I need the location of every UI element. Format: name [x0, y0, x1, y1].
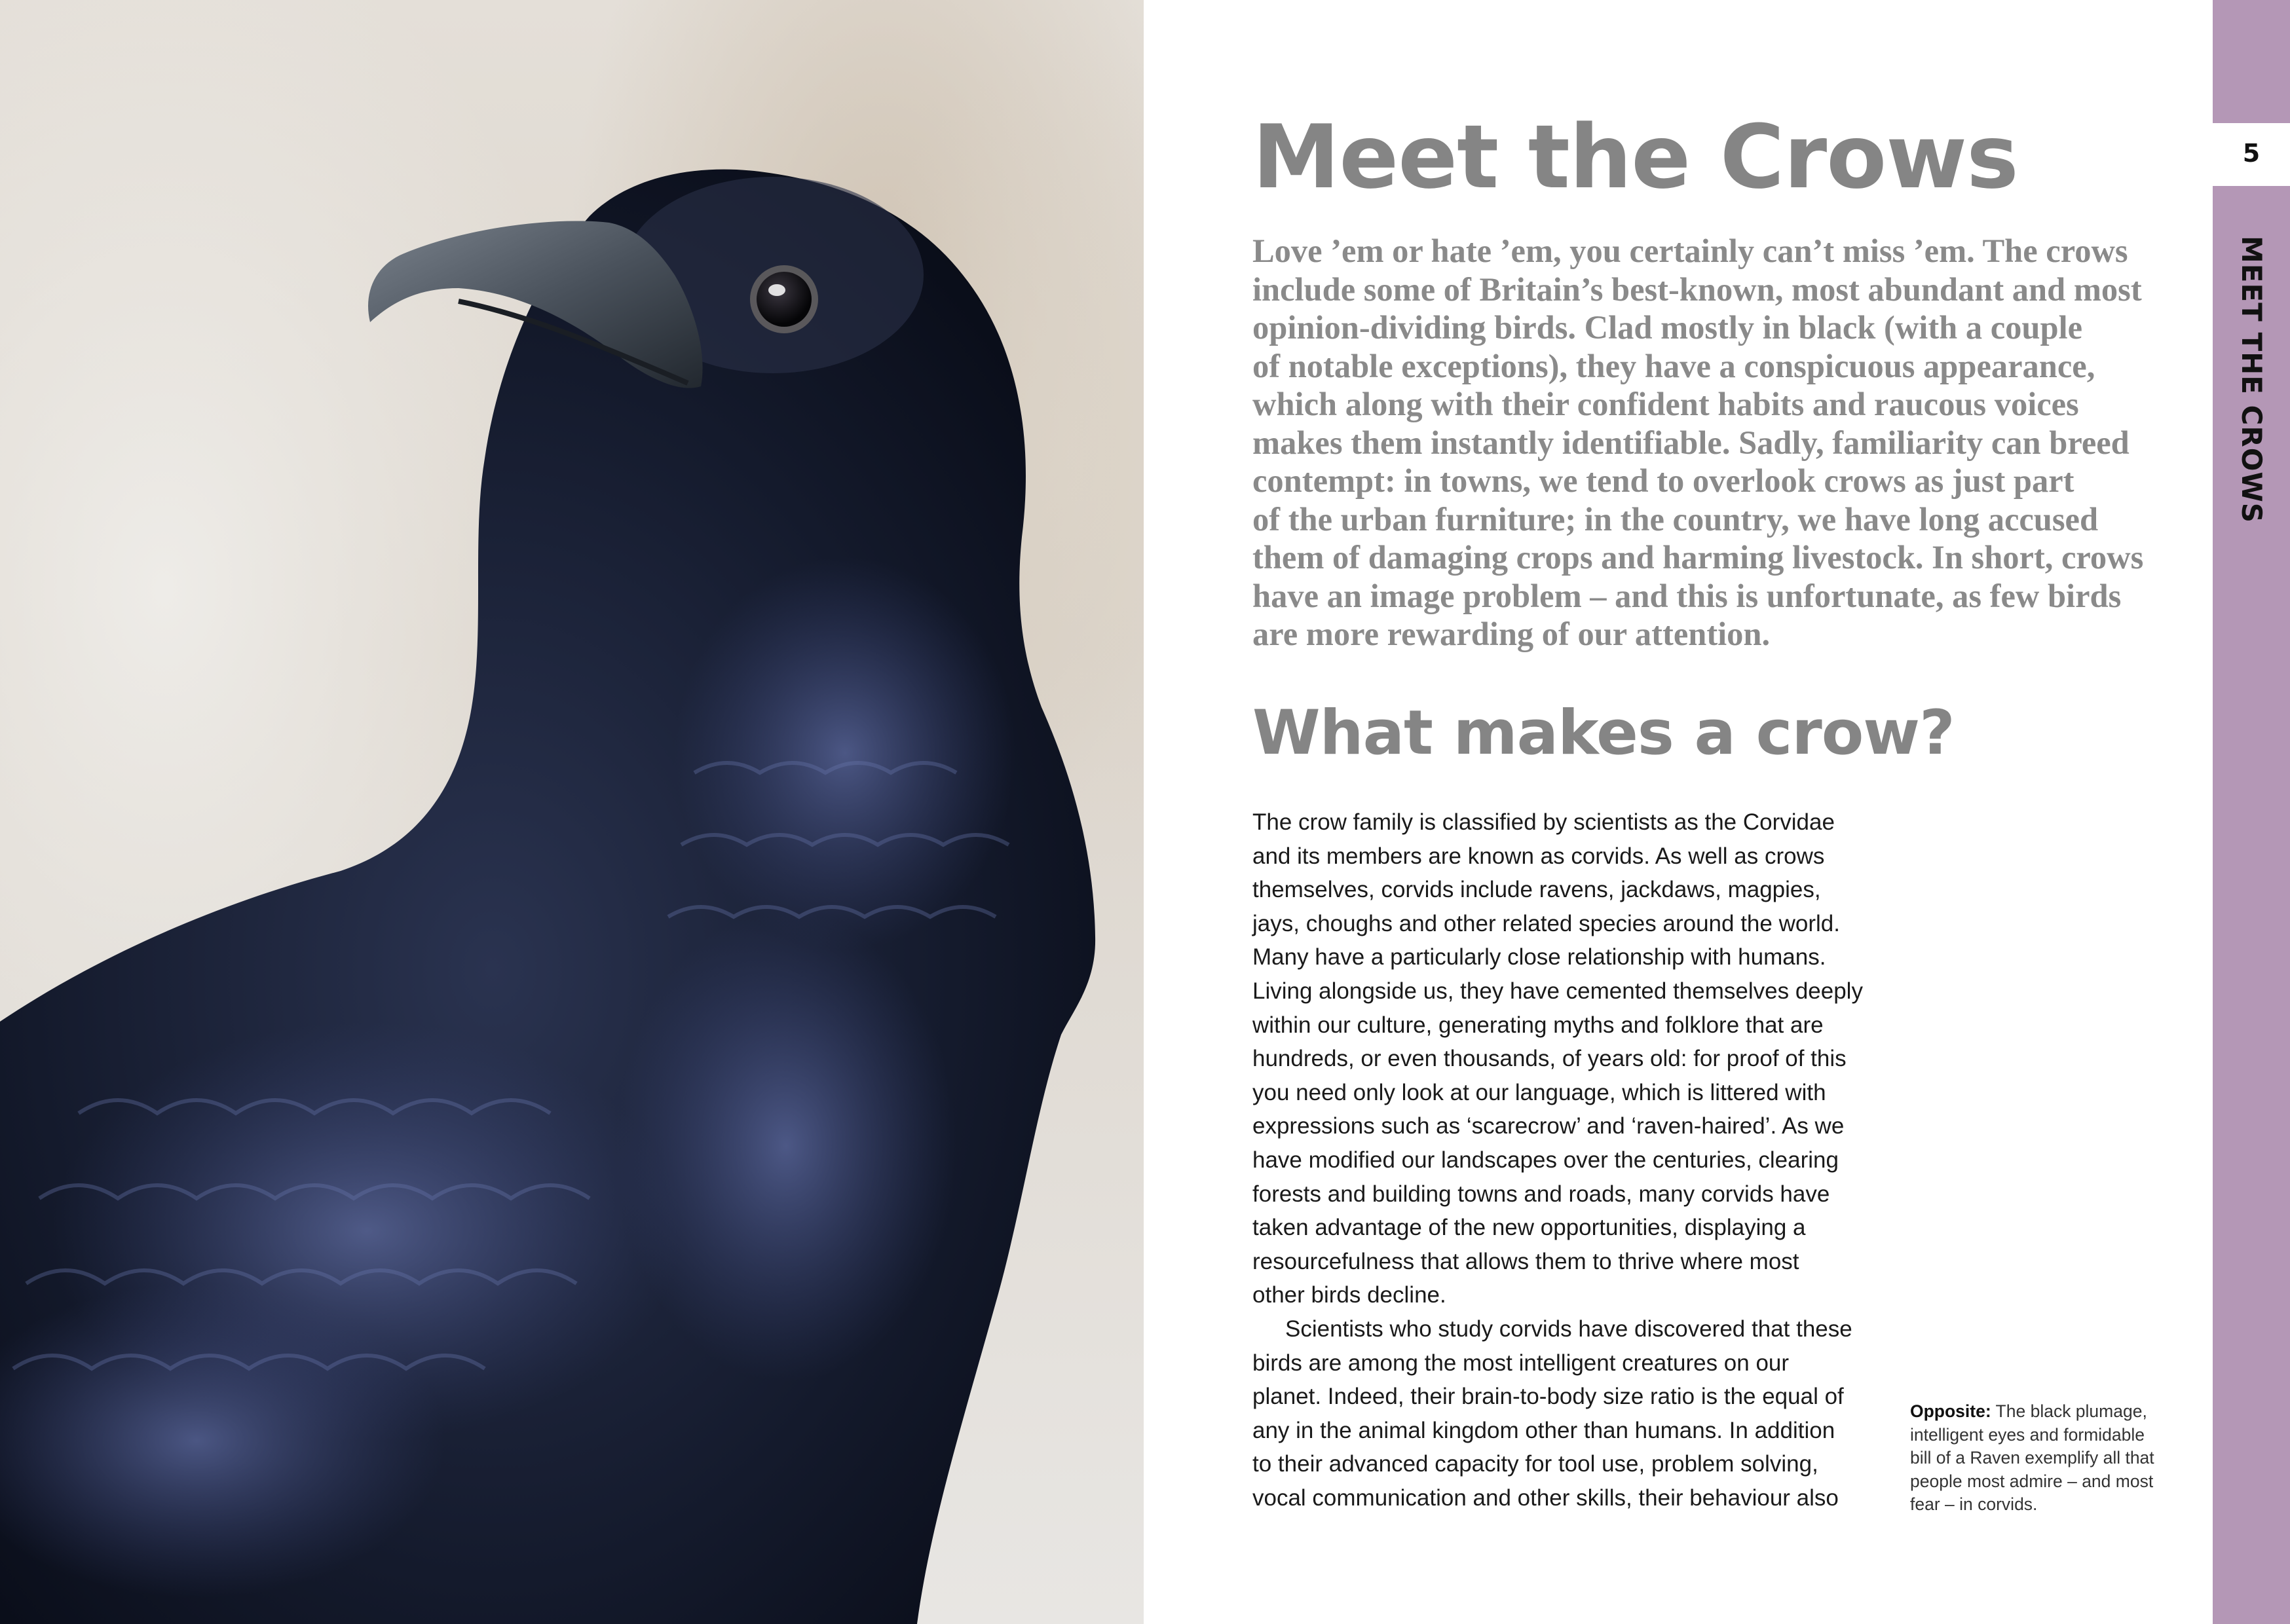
body-line: Living alongside us, they have cemented themselves deeply [1252, 978, 1863, 1004]
intro-line: have an image problem – and this is unfortunate, as few birds [1252, 577, 2122, 614]
intro-line: of the urban furniture; in the country, we have long accused [1252, 500, 2099, 538]
intro-line: makes them instantly identifiable. Sadly, familiarity can breed [1252, 424, 2130, 461]
body-line: birds are among the most intelligent creatures on our [1252, 1350, 1790, 1376]
intro-line: them of damaging crops and harming livestock. In short, crows [1252, 539, 2144, 576]
body-line: themselves, corvids include ravens, jackdaws, magpies, [1252, 877, 1821, 903]
body-line: Scientists who study corvids have discovered that these [1285, 1316, 1852, 1342]
body-line: to their advanced capacity for tool use, problem solving, [1252, 1451, 1818, 1477]
caption-line: fear – in corvids. [1910, 1494, 2038, 1514]
body-line: within our culture, generating myths and folklore that are [1252, 1012, 1824, 1038]
chapter-tab-label: MEET THE CROWS [2236, 236, 2268, 524]
caption-lead: Opposite: [1910, 1401, 1991, 1421]
intro-line: which along with their confident habits and raucous voices [1252, 386, 2079, 422]
body-line: have modified our landscapes over the centuries, clearing [1252, 1147, 1839, 1173]
body-line: planet. Indeed, their brain-to-body size ratio is the equal of [1252, 1384, 1844, 1410]
body-line: expressions such as ‘scarecrow’ and ‘raven-haired’. As we [1252, 1113, 1845, 1139]
caption-line: intelligent eyes and formidable [1910, 1424, 2145, 1445]
intro-paragraph [1252, 232, 2163, 654]
page-number: 5 [2242, 139, 2261, 168]
intro-line: include some of Britain’s best-known, most abundant and most [1252, 270, 2142, 308]
raven-photo [0, 0, 1144, 1624]
raven-illustration [0, 0, 1144, 1624]
chapter-tab [2213, 0, 2290, 1624]
intro-line: contempt: in towns, we tend to overlook crows as just part [1252, 462, 2074, 499]
body-line: and its members are known as corvids. As well as crows [1252, 843, 1825, 869]
body-line: resourcefulness that allows them to thrive where most [1252, 1248, 1799, 1274]
body-line: The crow family is classified by scientists as the Corvidae [1252, 809, 1835, 835]
body-line: other birds decline. [1252, 1282, 1446, 1308]
intro-line: of notable exceptions), they have a conspicuous appearance, [1252, 347, 2095, 384]
page-title: Meet the Crows [1252, 106, 2018, 208]
section-heading: What makes a crow? [1252, 697, 1955, 769]
photo-caption [1910, 1400, 2169, 1517]
caption-line: people most admire – and most [1910, 1471, 2154, 1491]
body-line: hundreds, or even thousands, of years old: for proof of this [1252, 1046, 1847, 1072]
intro-line: opinion-dividing birds. Clad mostly in black (with a couple [1252, 309, 2083, 346]
body-line: you need only look at our language, which is littered with [1252, 1079, 1826, 1105]
caption-line: bill of a Raven exemplify all that [1910, 1448, 2154, 1467]
body-text [1252, 805, 1888, 1515]
intro-line: are more rewarding of our attention. [1252, 616, 1771, 652]
intro-line: Love ’em or hate ’em, you certainly can’t miss ’em. The crows [1252, 232, 2128, 269]
body-line: taken advantage of the new opportunities, displaying a [1252, 1215, 1806, 1241]
body-line: jays, choughs and other related species around the world. [1252, 910, 1840, 936]
caption-first-line [1910, 1400, 2169, 1424]
body-line: vocal communication and other skills, their behaviour also [1252, 1485, 1839, 1511]
body-line: Many have a particularly close relationship with humans. [1252, 944, 1826, 970]
body-line: forests and building towns and roads, many corvids have [1252, 1181, 1830, 1207]
caption-first-line-text: The black plumage, [1991, 1401, 2147, 1421]
body-line: any in the animal kingdom other than humans. In addition [1252, 1417, 1835, 1443]
